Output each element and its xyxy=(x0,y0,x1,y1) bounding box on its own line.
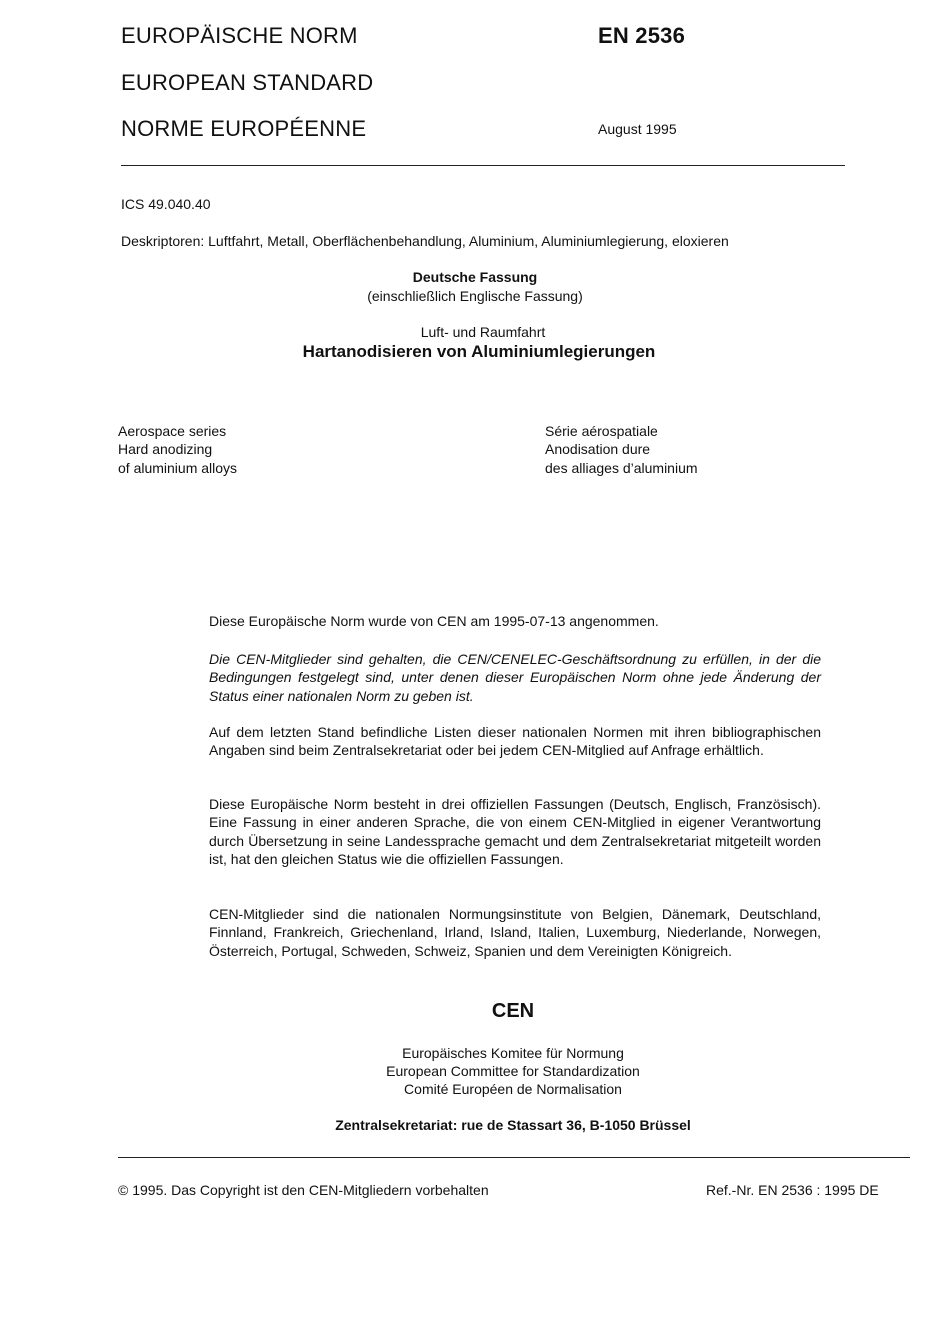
french-title-line: Anodisation dure xyxy=(545,441,651,458)
document-title: Hartanodisieren von Aluminiumlegierungen xyxy=(302,342,656,361)
title-de: EUROPÄISCHE NORM xyxy=(121,23,358,48)
title-en: EUROPEAN STANDARD xyxy=(121,70,374,95)
cen-name-en: European Committee for Standardization xyxy=(386,1063,640,1079)
english-title-line: Aerospace series xyxy=(118,423,227,439)
paragraph-lists: Auf dem letzten Stand befindliche Listen dieser nationalen Normen mit ihren bibliographischen Angaben sind beim Zentralsekretariat oder bei jedem CEN-Mitglied auf Anfrage erhältlich. xyxy=(209,724,821,759)
subject-series: Luft- und Raumfahrt xyxy=(420,324,546,340)
publication-date: August 1995 xyxy=(598,121,677,137)
descriptors: Deskriptoren: Luftfahrt, Metall, Oberflächenbehandlung, Aluminium, Aluminiumlegierung, eloxieren xyxy=(121,233,729,249)
version-note: (einschließlich Englische Fassung) xyxy=(367,288,583,304)
french-title-line: des alliages d’aluminium xyxy=(545,459,698,476)
cen-name-de: Europäisches Komitee für Normung xyxy=(402,1045,624,1061)
copyright-notice: © 1995. Das Copyright ist den CEN-Mitgliedern vorbehalten xyxy=(118,1182,489,1198)
paragraph-versions: Diese Europäische Norm besteht in drei offiziellen Fassungen (Deutsch, Englisch, Französisch). Eine Fassung in einer anderen Sprache, die von einem CEN-Mitglied in eigener Verantwortung durch Übersetzung in seine Landessprache gemacht und dem Zentralsekretariat mitgeteilt worden ist, hat den gleichen Status wie die offiziellen Fassungen. xyxy=(209,796,821,867)
paragraph-adoption: Diese Europäische Norm wurde von CEN am 1995-07-13 angenommen. xyxy=(209,613,659,629)
cen-heading: CEN xyxy=(491,1000,535,1022)
footer-divider xyxy=(118,1157,910,1158)
english-title-line: Hard anodizing xyxy=(118,441,213,458)
ics-code: ICS 49.040.40 xyxy=(121,196,211,212)
cen-secretariat: Zentralsekretariat: rue de Stassart 36, B-1050 Brüssel xyxy=(335,1117,691,1133)
paragraph-members: CEN-Mitglieder sind die nationalen Normungsinstitute von Belgien, Dänemark, Deutschland, Finnland, Frankreich, Griechenland, Irland, Island, Italien, Luxemburg, Niederlande, Norwegen, Österreich, Portugal, Schweden, Schweiz, Spanien und dem Vereinigten Königreich. xyxy=(209,906,821,959)
header-divider xyxy=(121,165,845,166)
version-label: Deutsche Fassung xyxy=(412,269,538,285)
french-title-block xyxy=(545,422,698,477)
english-title-block xyxy=(118,422,237,477)
cen-name-fr: Comité Européen de Normalisation xyxy=(404,1081,622,1097)
paragraph-obligations: Die CEN-Mitglieder sind gehalten, die CEN/CENELEC-Geschäftsordnung zu erfüllen, in der die Bedingungen festgelegt sind, unter denen dieser Europäischen Norm ohne jede Änderung der Status einer nationalen Norm zu geben ist. xyxy=(209,651,821,704)
reference-number: Ref.-Nr. EN 2536 : 1995 DE xyxy=(706,1182,879,1198)
standard-number: EN 2536 xyxy=(598,23,686,48)
title-fr: NORME EUROPÉENNE xyxy=(121,116,367,141)
french-title-line: Série aérospatiale xyxy=(545,423,658,439)
english-title-line: of aluminium alloys xyxy=(118,459,238,476)
